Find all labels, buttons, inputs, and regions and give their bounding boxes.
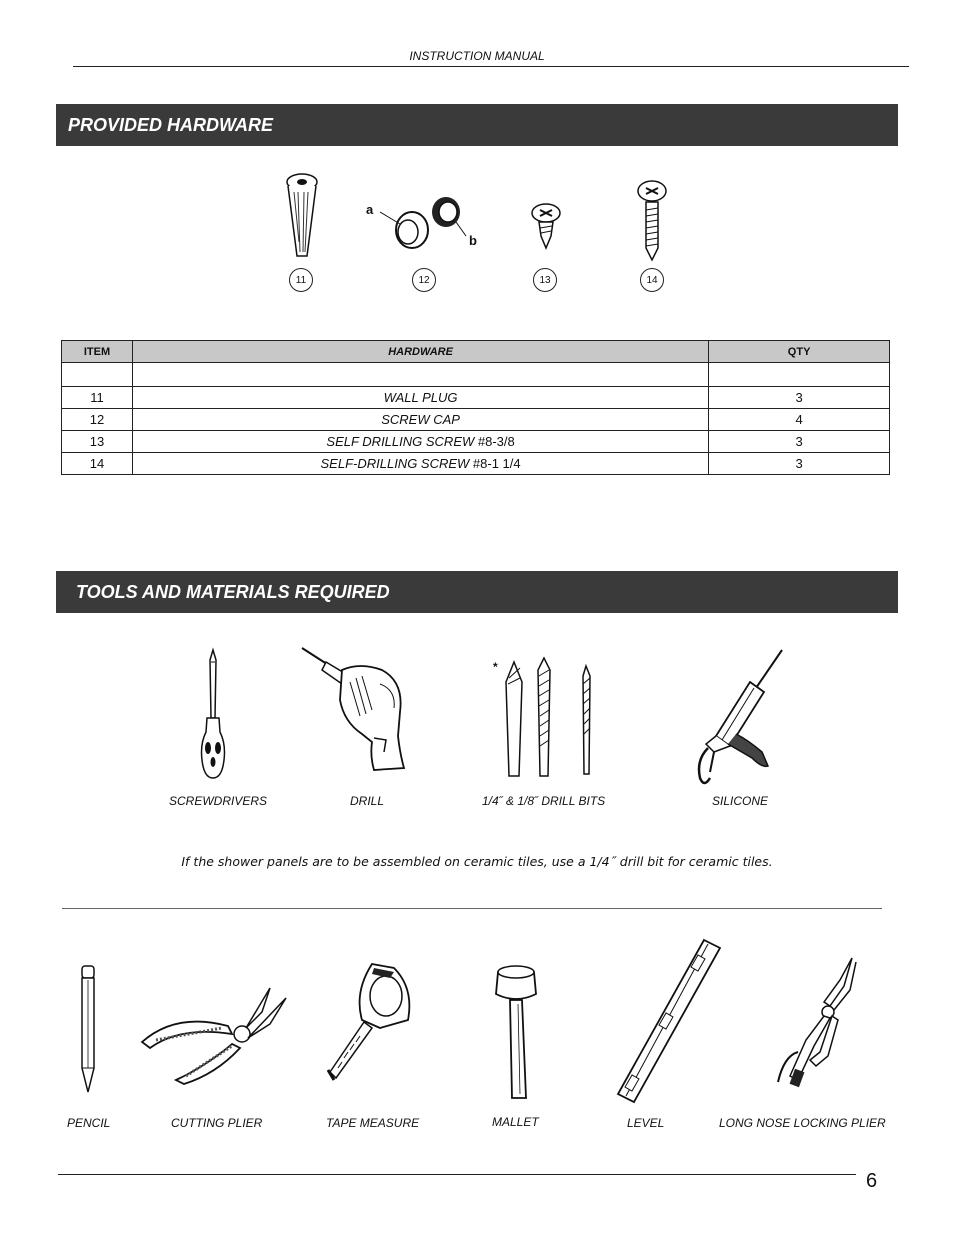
short-screw-icon bbox=[530, 202, 562, 250]
label-mallet: MALLET bbox=[492, 1115, 539, 1129]
screw-cap-label-a: a bbox=[366, 202, 374, 217]
label-pencil: PENCIL bbox=[67, 1116, 111, 1130]
label-tape-measure: TAPE MEASURE bbox=[326, 1116, 420, 1130]
label-silicone: SILICONE bbox=[712, 794, 769, 808]
hardware-table bbox=[61, 340, 890, 475]
label-level: LEVEL bbox=[627, 1116, 665, 1130]
hardware-name: SELF DRILLING SCREW bbox=[326, 434, 475, 449]
callout-11: 11 bbox=[289, 268, 313, 292]
screw-cap-icon bbox=[364, 192, 480, 252]
item-cell: 11 bbox=[62, 387, 133, 409]
qty-cell: 3 bbox=[709, 387, 890, 409]
hardware-spec: #8-1 1/4 bbox=[469, 456, 521, 471]
hardware-cell bbox=[132, 387, 708, 409]
pencil-icon bbox=[78, 964, 98, 1096]
hardware-name: SELF-DRILLING SCREW bbox=[320, 456, 470, 471]
item-cell: 14 bbox=[62, 453, 133, 475]
ceramic-tile-note: If the shower panels are to be assembled on ceramic tiles, use a 1/4˝ drill bit for ceramic tiles. bbox=[181, 854, 773, 869]
table-header-row bbox=[62, 341, 890, 363]
hardware-cell bbox=[132, 431, 708, 453]
label-cutting-plier: CUTTING PLIER bbox=[171, 1116, 263, 1130]
manual-header-title: INSTRUCTION MANUAL bbox=[409, 49, 545, 63]
table-row bbox=[62, 453, 890, 475]
table-row-empty bbox=[62, 363, 890, 387]
column-header-qty: QTY bbox=[709, 341, 890, 363]
hardware-cell bbox=[132, 409, 708, 431]
tools-divider bbox=[62, 908, 882, 909]
label-long-nose-locking-plier: LONG NOSE LOCKING PLIER bbox=[719, 1116, 886, 1130]
section-title-text: TOOLS AND MATERIALS REQUIRED bbox=[76, 581, 390, 602]
qty-cell: 3 bbox=[709, 453, 890, 475]
asterisk-mark: * bbox=[493, 660, 498, 674]
item-cell: 12 bbox=[62, 409, 133, 431]
level-icon bbox=[614, 938, 724, 1104]
hardware-name: WALL PLUG bbox=[383, 390, 458, 405]
cutting-plier-icon bbox=[136, 982, 292, 1084]
label-drill: DRILL bbox=[350, 794, 385, 808]
hardware-name: SCREW CAP bbox=[381, 412, 460, 427]
qty-cell: 3 bbox=[709, 431, 890, 453]
qty-cell: 4 bbox=[709, 409, 890, 431]
wall-plug-icon bbox=[284, 172, 320, 260]
long-screw-icon bbox=[636, 180, 668, 262]
section-title-text: PROVIDED HARDWARE bbox=[68, 114, 274, 135]
tape-measure-icon bbox=[324, 958, 420, 1082]
hardware-cell bbox=[132, 453, 708, 475]
callout-12: 12 bbox=[412, 268, 436, 292]
section-title-provided-hardware bbox=[56, 104, 898, 146]
drill-icon bbox=[300, 644, 410, 774]
footer-rule bbox=[58, 1174, 856, 1175]
callout-14: 14 bbox=[640, 268, 664, 292]
label-screwdrivers: SCREWDRIVERS bbox=[169, 794, 268, 808]
screw-cap-label-b: b bbox=[469, 233, 477, 248]
page-number: 6 bbox=[866, 1170, 878, 1192]
table-row bbox=[62, 387, 890, 409]
table-row bbox=[62, 409, 890, 431]
mallet-icon bbox=[492, 964, 542, 1104]
screwdriver-icon bbox=[196, 648, 230, 782]
hardware-spec: #8-3/8 bbox=[474, 434, 515, 449]
locking-plier-icon bbox=[770, 956, 860, 1092]
column-header-hardware: HARDWARE bbox=[132, 341, 708, 363]
callout-13: 13 bbox=[533, 268, 557, 292]
drill-bits-icon bbox=[500, 656, 600, 780]
item-cell: 13 bbox=[62, 431, 133, 453]
table-row bbox=[62, 431, 890, 453]
caulking-gun-icon bbox=[692, 648, 788, 788]
column-header-item: ITEM bbox=[62, 341, 133, 363]
header-rule bbox=[73, 66, 909, 67]
section-title-tools bbox=[56, 571, 898, 613]
label-drill-bits: 1/4˝ & 1/8˝ DRILL BITS bbox=[482, 794, 606, 808]
